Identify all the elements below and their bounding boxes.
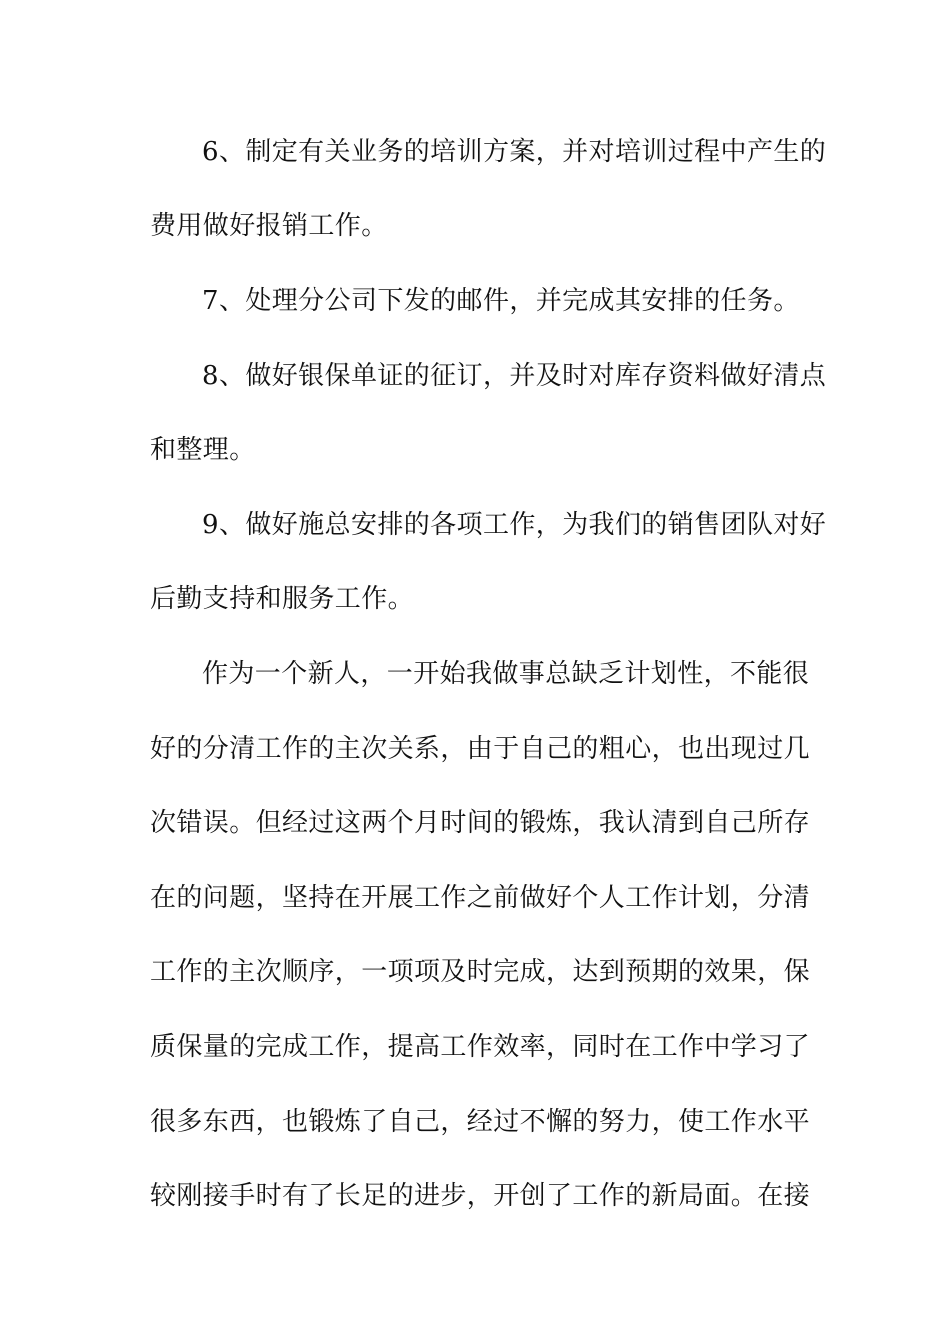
paragraph-line-4: 在的问题，坚持在开展工作之前做好个人工作计划，分清 — [150, 883, 811, 913]
paragraph-line-6: 质保量的完成工作，提高工作效率，同时在工作中学习了 — [150, 1032, 811, 1062]
item-9-line-1: 9、做好施总安排的各项工作，为我们的销售团队对好 — [202, 510, 827, 540]
paragraph-line-2: 好的分清工作的主次关系，由于自己的粗心，也出现过几 — [150, 734, 811, 764]
paragraph-line-3: 次错误。但经过这两个月时间的锻炼，我认清到自己所存 — [150, 808, 811, 838]
paragraph-line-5: 工作的主次顺序，一项项及时完成，达到预期的效果，保 — [150, 957, 811, 987]
item-9-line-2: 后勤支持和服务工作。 — [150, 584, 415, 614]
paragraph-line-1: 作为一个新人，一开始我做事总缺乏计划性，不能很 — [202, 659, 810, 689]
item-7-line-1: 7、处理分公司下发的邮件，并完成其安排的任务。 — [202, 286, 800, 316]
item-8-line-1: 8、做好银保单证的征订，并及时对库存资料做好清点 — [202, 361, 827, 391]
paragraph-line-8: 较刚接手时有了长足的进步，开创了工作的新局面。在接 — [150, 1181, 811, 1211]
paragraph-line-7: 很多东西，也锻炼了自己，经过不懈的努力，使工作水平 — [150, 1107, 811, 1137]
item-6-line-1: 6、制定有关业务的培训方案，并对培训过程中产生的 — [202, 137, 827, 167]
item-6-line-2: 费用做好报销工作。 — [150, 211, 388, 241]
item-8-line-2: 和整理。 — [150, 435, 256, 465]
